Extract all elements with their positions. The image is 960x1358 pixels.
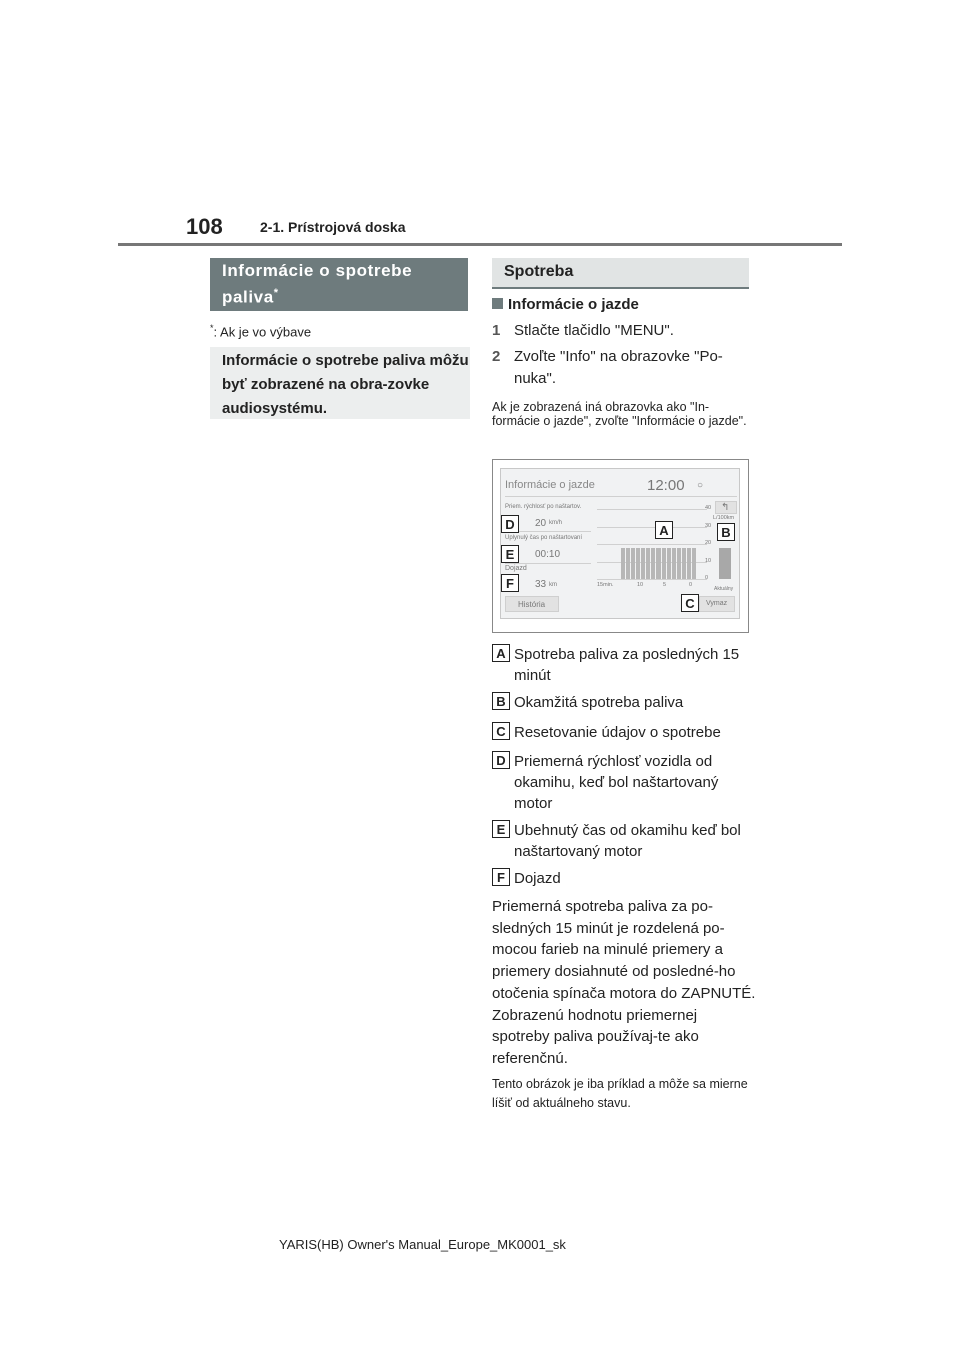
range-label: Dojazd <box>505 565 527 572</box>
clear-button-label: Vymaz <box>706 600 728 607</box>
legend-item <box>492 644 752 686</box>
avg-speed-value: 20 <box>535 518 547 529</box>
return-arrow-icon: ↰ <box>721 502 730 513</box>
left-section-heading <box>210 258 468 311</box>
legend-text: Okamžitá spotreba paliva <box>514 694 684 711</box>
y-tick-label: 10 <box>705 557 712 564</box>
y-tick-label: 0 <box>705 575 709 581</box>
legend-item <box>492 868 752 889</box>
callout-a: A <box>655 521 673 539</box>
current-label: Aktuálny <box>714 586 734 592</box>
legend-text: Spotreba paliva za posledných 15 minút <box>514 646 740 684</box>
consumption-bar <box>662 548 666 580</box>
x-tick-label: 15min. <box>597 582 614 588</box>
footnote-mark: * <box>210 323 214 333</box>
legend-item <box>492 751 752 814</box>
y-tick-label: 20 <box>705 540 712 546</box>
description: Priemerná spotreba paliva za po-sledných 15 minút je rozdelená po-mocou farieb na minulé priemery a priemery dosiahnuté od posledné-ho otočenia spínača motora do ZAPNUTÉ. Zobrazenú hodnotu priemernej spotreby paliva používaj-te ako referenčnú. <box>492 898 756 1067</box>
consumption-bar <box>621 548 625 580</box>
info-box: Informácie o spotrebe paliva môžu byť zobrazené na obra-zovke audiosystému. <box>210 347 470 419</box>
range-unit: km <box>549 582 557 588</box>
consumption-bar <box>631 548 635 580</box>
consumption-bar <box>656 548 660 580</box>
legend-label: A <box>492 644 510 662</box>
legend-label: D <box>492 751 510 769</box>
screen-illustration <box>500 468 740 619</box>
avg-speed-label: Priem. rýchlosť po naštartov. <box>505 504 582 510</box>
legend-text: Priemerná rýchlosť vozidla od okamihu, keď bol naštartovaný motor <box>514 753 719 812</box>
step-text: Zvoľte "Info" na obrazovke "Po-nuka". <box>514 348 723 387</box>
legend-item <box>492 820 752 862</box>
consumption-bar <box>692 548 696 580</box>
screen-title: Informácie o jazde <box>505 479 595 491</box>
legend-text: Ubehnutý čas od okamihu keď bol naštartovaný motor <box>514 822 741 860</box>
legend-item <box>492 722 752 743</box>
current-consumption-bar <box>719 548 731 580</box>
callout-b: B <box>717 523 735 541</box>
unit-label: L/100km <box>713 515 735 521</box>
legend-text: Dojazd <box>514 870 561 887</box>
step-text: Stlačte tlačidlo "MENU". <box>514 322 674 339</box>
range-value: 33 <box>535 579 547 590</box>
legend-label: B <box>492 692 510 710</box>
x-tick-label: 5 <box>663 582 667 588</box>
callout-f: F <box>501 574 519 592</box>
consumption-bar <box>651 548 655 580</box>
sub-heading <box>492 296 639 313</box>
legend-label: C <box>492 722 510 740</box>
avg-speed-unit: km/h <box>549 520 563 526</box>
note: Ak je zobrazená iná obrazovka ako "In-formácie o jazde", zvoľte "Informácie o jazde". <box>492 400 747 428</box>
callout-c: C <box>681 594 699 612</box>
screen-time: 12:00 <box>647 477 685 494</box>
asterisk-mark: * <box>273 287 279 299</box>
y-tick-label: 40 <box>705 505 712 511</box>
elapsed-label: Uplynulý čas po naštartovaní <box>505 535 583 541</box>
square-bullet-icon <box>492 298 503 309</box>
legend-text: Resetovanie údajov o spotrebe <box>514 724 721 741</box>
consumption-bar <box>646 548 650 580</box>
footnote <box>210 323 311 339</box>
consumption-bar <box>672 548 676 580</box>
image-note: Tento obrázok je iba príklad a môže sa mierne líšiť od aktuálneho stavu. <box>492 1077 748 1110</box>
step-2 <box>492 346 744 390</box>
legend-label: E <box>492 820 510 838</box>
consumption-bar <box>641 548 645 580</box>
divider <box>505 496 737 497</box>
x-tick-label: 10 <box>637 582 644 588</box>
section-title: 2-1. Prístrojová doska <box>260 219 406 235</box>
step-number: 2 <box>492 348 501 365</box>
status-icon: ○ <box>697 480 704 491</box>
grid-line <box>597 579 707 580</box>
step-number: 1 <box>492 322 501 339</box>
consumption-bar <box>687 548 691 580</box>
consumption-bar <box>636 548 640 580</box>
back-button[interactable] <box>715 501 737 514</box>
right-section-heading: Spotreba <box>492 258 749 289</box>
consumption-bar <box>667 548 671 580</box>
left-heading-text: Informácie o spotrebe paliva <box>222 261 413 307</box>
divider <box>505 563 591 564</box>
header-rule <box>118 243 842 246</box>
legend-item <box>492 692 752 713</box>
clear-button[interactable] <box>699 596 735 612</box>
history-button[interactable] <box>505 596 559 612</box>
x-tick-label: 0 <box>689 582 693 588</box>
grid-line <box>597 509 707 510</box>
elapsed-value: 00:10 <box>535 549 561 560</box>
legend-label: F <box>492 868 510 886</box>
consumption-bar <box>682 548 686 580</box>
page-number: 108 <box>186 214 223 239</box>
consumption-bar <box>626 548 630 580</box>
step-1 <box>492 320 744 342</box>
footer: YARIS(HB) Owner's Manual_Europe_MK0001_sk <box>279 1237 566 1252</box>
grid-line <box>597 527 707 528</box>
grid-line <box>597 544 707 545</box>
consumption-bar <box>677 548 681 580</box>
callout-d: D <box>501 515 519 533</box>
footnote-text: : Ak je vo výbave <box>213 324 312 340</box>
callout-e: E <box>501 545 519 563</box>
y-tick-label: 30 <box>705 522 712 529</box>
sub-heading-text: Informácie o jazde <box>508 296 639 313</box>
history-button-label: História <box>518 600 546 609</box>
